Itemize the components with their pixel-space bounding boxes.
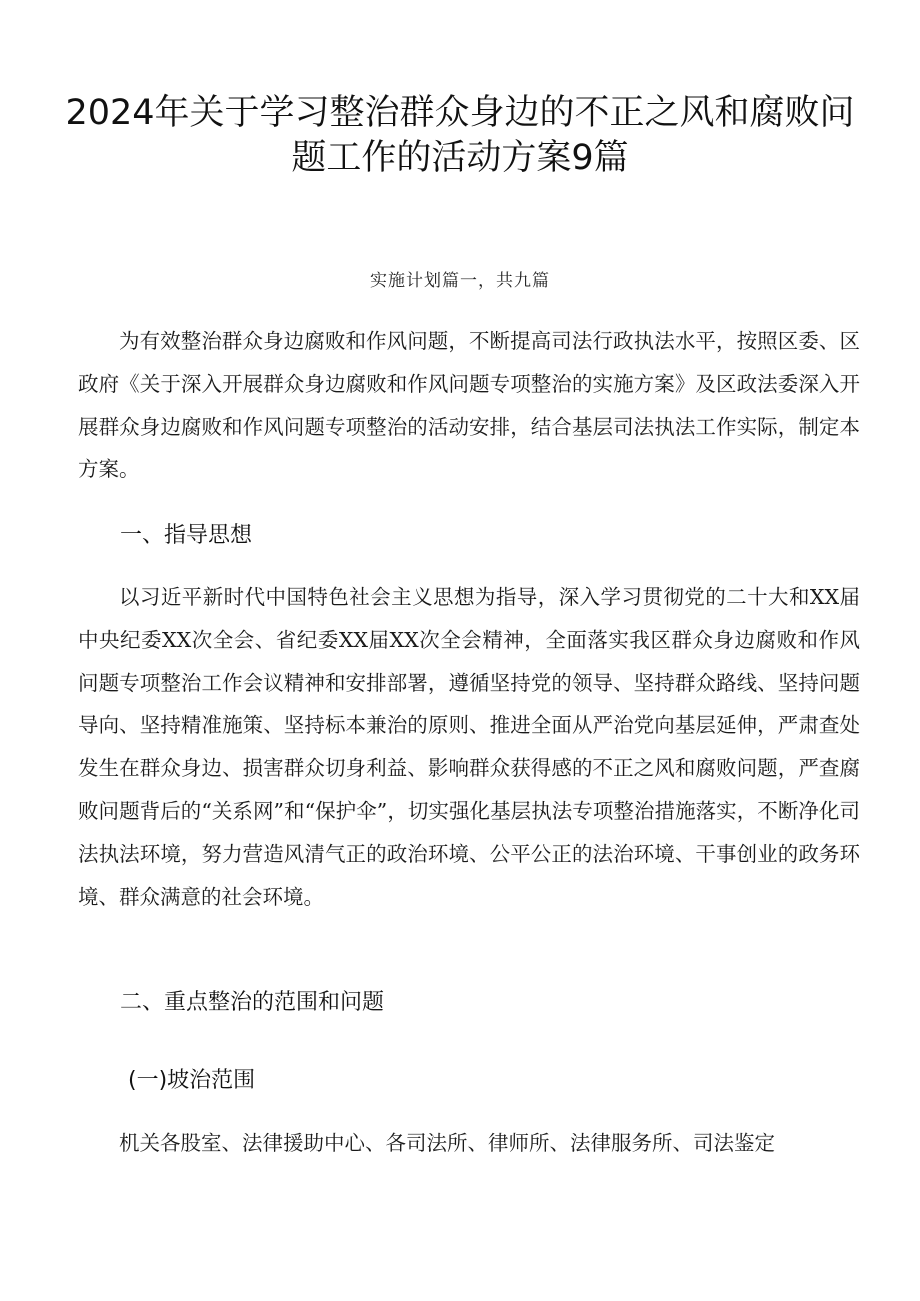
subsection-1-heading: (一)坡治范围 xyxy=(128,1068,256,1093)
section-1-heading: 一、指导思想 xyxy=(120,523,253,548)
section-1-paragraph: 以习近平新时代中国特色社会主义思想为指导，深入学习贯彻党的二十大和XX届中央纪委XX次全会、省纪委XX届XX次全会精神，全面落实我区群众身边腐败和作风问题专项整治工作会议精神和安排部署，遵循坚持党的领导、坚持群众路线、坚持问题导向、坚持精准施策、坚持标本兼治的原则、推进全面从严治党向基层延伸，严肃查处发生在群众身边、损害群众切身利益、影响群众获得感的不正之风和腐败问题，严查腐败问题背后的“关系网”和“保护伞”，切实强化基层执法专项整治措施落实，不断净化司法执法环境，努力营造风清气正的政治环境、公平公正的法治环境、干事创业的政务环境、群众满意的社会环境。 xyxy=(78,585,860,909)
intro-paragraph: 为有效整治群众身边腐败和作风问题，不断提高司法行政执法水平，按照区委、区政府《关于深入开展群众身边腐败和作风问题专项整治的实施方案》及区政法委深入开展群众身边腐败和作风问题专项整治的活动安排，结合基层司法执法工作实际，制定本方案。 xyxy=(78,329,860,482)
subsection-1-paragraph: 机关各股室、法律援助中心、各司法所、律师所、法律服务所、司法鉴定 xyxy=(119,1131,775,1155)
document-title-line-1: 2024年关于学习整治群众身边的不正之风和腐败问 xyxy=(65,93,855,133)
document-title-line-2: 题工作的活动方案9篇 xyxy=(291,138,629,178)
document-subtitle: 实施计划篇一，共九篇 xyxy=(370,271,550,291)
section-2-heading: 二、重点整治的范围和问题 xyxy=(120,990,385,1015)
